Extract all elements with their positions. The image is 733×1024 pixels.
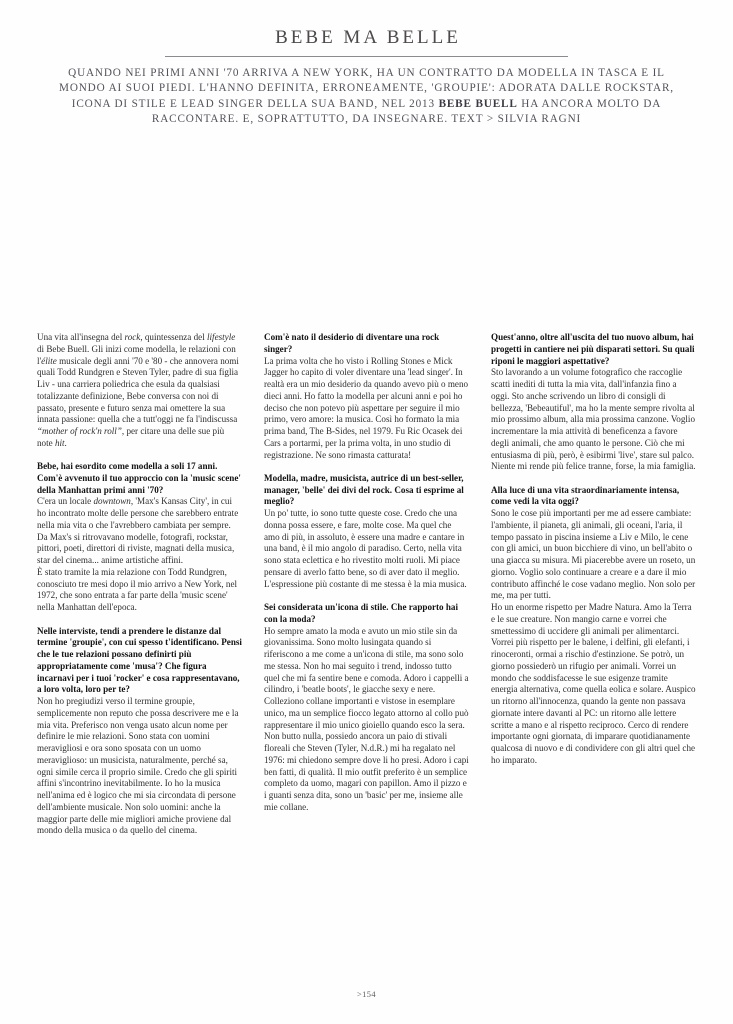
page-title: BEBE MA BELLE: [275, 27, 461, 48]
intro-part-e: , per citare una delle sue più note: [37, 426, 225, 448]
answer-7: Sono le cose più importanti per me ad essere cambiate: l'ambiente, il pianeta, gli animali, gli oceani, l'aria, il tempo passato in piscina insieme a Liv e Milo, le cene con gli amici, un buon bicchiere di vino, un bell'abito o una giacca su misura. Mi piacerebbe avere un roseto, un giorno. Voglio solo continuare a creare e a dare il mio contributo affinché le cose vadano meglio. Non solo per me, ma per tutti.: [491, 508, 696, 601]
intro-part-f: .: [64, 437, 67, 448]
answer-2: Non ho pregiudizi verso il termine groupie, semplicemente non reputo che possa descrivere me e la mia vita. Preferisco non venga usato alcun nome per definire le mie relazioni. Sono stata con uomini meravigliosi e ora sono sposata con un uomo meraviglioso: un musicista, naturalmente, perché sa, ogni simile cerca il proprio simile. Credo che gli spiriti affini s'incontrino inevitabilmente. Io ho la musica nell'anima ed è logico che mi sia circondata di persone dell'ambiente musicale. Non solo uomini: anche la maggior parte delle mie migliori amiche proviene dal mondo della musica o da quello del cinema.: [37, 696, 239, 836]
subject-name: BEBE BUELL: [438, 97, 518, 110]
title-divider: [165, 56, 568, 57]
standfirst-line-2: AI SUOI PIEDI. L'HANNO DEFINITA, ERRONEAMENTE, 'GROUPIE': ADORATA DALLE ROCKSTAR, ICONA DI STILE: [71, 82, 674, 110]
answer-1: [37, 496, 242, 567]
intro-part-d: musicale degli anni '70 e '80 - che annovera nomi quali Todd Rundgren e Steven Tyler, padre di sua figlia Liv - una carriera poliedrica che esula da qualsiasi totalizzante definizione, Bebe conversa con noi di passato, presente e futuro senza mai omettere la sua innata passione: quella che a tutt'oggi ne fa l'indiscussa: [37, 355, 239, 425]
intro-italic-hit: hit: [54, 437, 65, 448]
column-1: [37, 332, 242, 837]
standfirst-line-3: E LEAD SINGER DELLA SUA BAND, NEL 2013: [169, 97, 439, 110]
intro-part-c: di Bebe Buell. Gli inizi come modella, le relazioni con l': [37, 343, 236, 366]
answer-4: Un po' tutte, io sono tutte queste cose. Credo che una donna possa essere, e fare, molte cose. Ma quel che amo di più, in assoluto, è essere una madre e cantare in una band, è il mio angolo di paradiso. Certo, nella vita sono stata eclettica e ho rivestito molti ruoli. Mi piace pensare di averlo fatto bene, so di aver dato il meglio. L'espressione più costante di me stessa è la mia musica.: [264, 508, 467, 589]
answer-6: Sto lavorando a un volume fotografico che raccoglie scatti inediti di tutta la mia vita, dall'infanzia fino a oggi. Sto anche scrivendo un libro di consigli di bellezza, 'Bebeautiful', ma ho la mente sempre rivolta al mio prossimo album, alla mia prossima canzone. Voglio incrementare la mia attività di beneficenza a favore degli animali, che amo quanto le persone. Ciò che mi entusiasma di più, però, è esibirmi 'live', stare sul palco. Niente mi rende più felice tranne, forse, la mia famiglia.: [491, 367, 696, 472]
standfirst: [59, 66, 675, 128]
answer-5: Ho sempre amato la moda e avuto un mio stile sin da giovanissima. Sono molto lusingata quando si riferiscono a me come a un'icona di stile, ma sono solo me stessa. Non ho mai seguito i trend, indosso tutto quel che mi fa sentire bene e comoda. Adoro i cappelli a cilindro, i 'beatle boots', le giacche sexy e nere. Colleziono collane importanti e vistose in esemplare unico, ma un semplice fiocco legato attorno al collo può rappresentare il mio unico gioiello quando esco la sera. Non butto nulla, possiedo ancora un paio di stivali floreali che Steven (Tyler, N.d.R.) mi ha regalato nel 1976: mi chiedono sempre dove li ho presi. Adoro i capi ben fatti, di qualità. Il mio outfit preferito è un semplice completo da uomo, magari con papillon. Amo il pizzo e i guanti senza dita, sono un 'basic' per me, insieme alle mie collane.: [264, 625, 469, 812]
question-6: Quest'anno, oltre all'uscita del tuo nuovo album, hai progetti in cantiere nei più disparati settori. Su quali riponi le maggiori aspettative?: [491, 332, 695, 366]
answer-1-part-a: C'era un locale: [37, 496, 94, 507]
answer-3: La prima volta che ho visto i Rolling Stones e Mick Jagger ho capito di voler diventare una 'lead singer'. In realtà era un mio desiderio da quando avevo più o meno dieci anni. Ho fatto la modella per alcuni anni e poi ho deciso che non potevo più aspettare per seguire il mio primo, vero amore: la musica. Così ho formato la mia prima band, The B-Sides, nel 1979. Fu Ric Ocasek dei Cars a portarmi, per la prima volta, in uno studio di registrazione. Ne sono rimasta catturata!: [264, 355, 469, 460]
standfirst-credit: E, SOPRATTUTTO, DA INSEGNARE. TEXT > SILVIA RAGNI: [242, 113, 582, 126]
question-5: Sei considerata un'icona di stile. Che rapporto hai con la moda?: [264, 602, 459, 624]
intro-paragraph: [37, 332, 242, 450]
question-7: Alla luce di una vita straordinariamente intensa, come vedi la vita oggi?: [491, 484, 680, 507]
column-3: [491, 332, 696, 767]
paragraph-gap: [264, 590, 469, 602]
page-number: >154: [357, 990, 376, 999]
intro-italic-elite: élite: [41, 355, 57, 366]
question-1: Bebe, hai esordito come modella a soli 17 anni. Com'è avvenuto il tuo approccio con la 'music scene' della Manhattan primi anni '70?: [37, 461, 241, 495]
masthead: [0, 28, 733, 128]
answer-7-continued: Ho un enorme rispetto per Madre Natura. Amo la Terra e le sue creature. Non mangio carne e vorrei che smettessimo di uccidere gli animali per alimentarci. Vorrei più rispetto per le balene, i delfini, gli elefanti, i rinoceronti, ormai a rischio d'estinzione. Se potrò, un giorno possiederò un rifugio per animali. Vorrei un mondo che soddisfacesse le sue esigenze tramite energia alternativa, come quella eolica e solare. Auspico un ritorno all'innocenza, quando la gente non passava giornate intere davanti al PC: un ritorno alle lettere scritte a mano e al rispetto reciproco. Cerco di rendere importante ogni giornata, di imparare quotidianamente qualcosa di nuovo e di condividere con gli altri quel che ho imparato.: [491, 602, 696, 765]
paragraph-gap: [37, 450, 242, 462]
intro-italic-lifestyle: lifestyle: [207, 332, 236, 342]
article-columns: [37, 332, 698, 837]
question-4: Modella, madre, musicista, autrice di un best-seller, manager, 'belle' dei divi del rock. Cosa ti esprime al meglio?: [264, 472, 464, 507]
column-2: [264, 332, 469, 814]
paragraph-gap: [491, 473, 696, 485]
answer-1-continued: È stato tramite la mia relazione con Todd Rundgren, conosciuto tre mesi dopo il mio arrivo a New York, nel 1972, che sono entrata a far parte della 'music scene' nella Manhattan dell'epoca.: [37, 566, 238, 613]
intro-part-a: Una vita all'insegna del: [37, 332, 125, 342]
intro-italic-mother: “mother of rock'n roll”: [37, 426, 122, 436]
standfirst-line-1: QUANDO NEI PRIMI ANNI '70 ARRIVA A NEW YORK, HA UN CONTRATTO DA MODELLA IN TASCA E IL MONDO: [59, 66, 665, 95]
question-3: Com'è nato il desiderio di diventare una rock singer?: [264, 332, 440, 354]
intro-part-b: , quintessenza del: [140, 332, 207, 342]
answer-1-part-b: , 'Max's Kansas City', in cui ho incontrato molte delle persone che sarebbero entrate nella mia vita o che l'avrebbero cambiata per sempre. Da Max's si ritrovavano modelle, fotografi, rockstar, pittori, poeti, direttori di riviste, magnati della musica, star del cinema... anime artistiche affini.: [37, 496, 239, 566]
intro-italic-rock: rock: [124, 332, 141, 342]
paragraph-gap: [37, 614, 242, 626]
question-2: Nelle interviste, tendi a prendere le distanze dal termine 'groupie', con cui spesso t'identificano. Pensi che le tue relazioni possano definirti più appropriatamente come 'musa'? Che figura incarnavi per i tuoi 'rocker' e cosa rappresentavano, a loro volta, loro per te?: [37, 625, 242, 695]
standfirst-line-4: HA ANCORA MOLTO DA RACCONTARE.: [151, 97, 662, 126]
paragraph-gap: [264, 461, 469, 473]
answer-1-italic-downtown: downtown: [93, 496, 131, 507]
